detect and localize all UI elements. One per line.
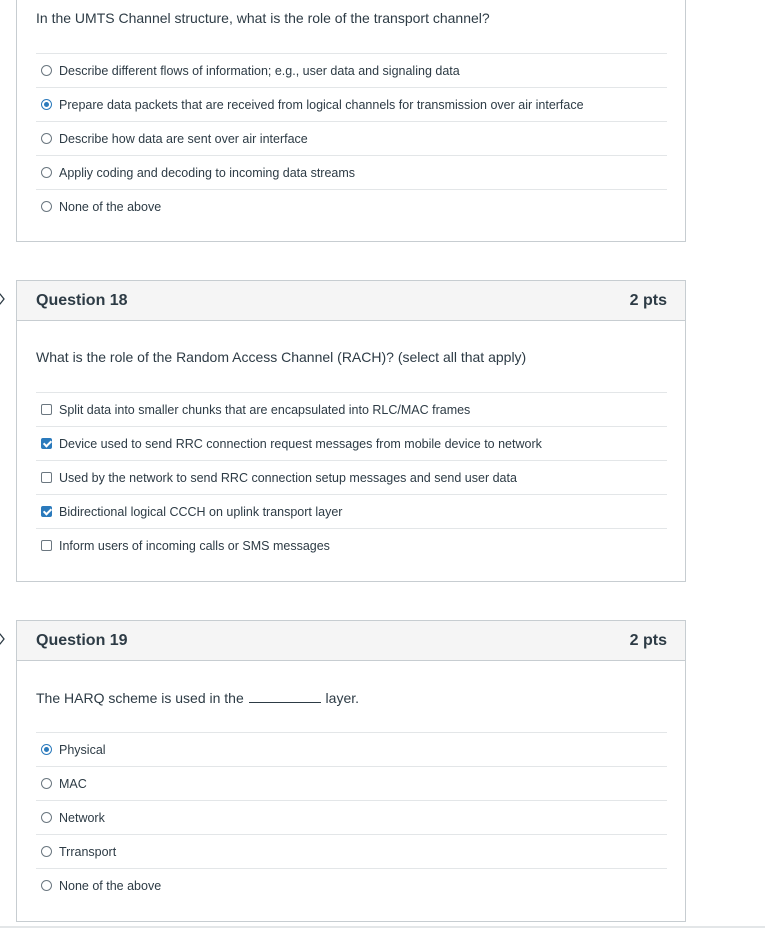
answer-option[interactable]	[36, 53, 667, 87]
answer-label: None of the above	[59, 199, 162, 214]
question-prompt: In the UMTS Channel structure, what is the role of the transport channel?	[36, 10, 490, 26]
answer-list	[36, 53, 667, 223]
answer-option[interactable]	[36, 87, 667, 121]
radio-button[interactable]	[41, 167, 52, 178]
answer-label: None of the above	[59, 878, 162, 893]
answer-list	[36, 732, 667, 902]
answer-label: Prepare data packets that are received from logical channels for transmission over air interface	[59, 97, 584, 112]
answer-label: Describe how data are sent over air interface	[59, 131, 308, 146]
answer-option[interactable]	[36, 766, 667, 800]
radio-button[interactable]	[41, 846, 52, 857]
radio-button[interactable]	[41, 133, 52, 144]
answer-option[interactable]	[36, 392, 667, 426]
answer-option[interactable]	[36, 834, 667, 868]
question-19-card	[16, 620, 686, 922]
prompt-text-after: layer.	[325, 690, 360, 706]
answer-option[interactable]	[36, 121, 667, 155]
answer-label: MAC	[59, 776, 87, 791]
radio-button-selected[interactable]	[41, 744, 52, 755]
radio-button[interactable]	[41, 812, 52, 823]
answer-option[interactable]	[36, 155, 667, 189]
radio-button[interactable]	[41, 778, 52, 789]
checkbox[interactable]	[41, 404, 52, 415]
radio-button[interactable]	[41, 201, 52, 212]
question-prompt: What is the role of the Random Access Channel (RACH)? (select all that apply)	[36, 349, 527, 365]
answer-option[interactable]	[36, 868, 667, 902]
answer-option[interactable]	[36, 460, 667, 494]
answer-label: Split data into smaller chunks that are encapsulated into RLC/MAC frames	[59, 402, 471, 417]
answer-label: Device used to send RRC connection request messages from mobile device to network	[59, 436, 542, 451]
question-header	[17, 621, 685, 661]
checkbox[interactable]	[41, 472, 52, 483]
checkbox-checked[interactable]	[41, 438, 52, 449]
answer-option[interactable]	[36, 189, 667, 223]
answer-label: Appliy coding and decoding to incoming data streams	[59, 165, 356, 180]
question-title: Question 18	[36, 291, 128, 309]
answer-label: Describe different flows of information; e.g., user data and signaling data	[59, 63, 460, 78]
answer-label: Used by the network to send RRC connection setup messages and send user data	[59, 470, 517, 485]
question-17-card	[16, 0, 686, 242]
answer-label: Bidirectional logical CCCH on uplink transport layer	[59, 504, 343, 519]
answer-option[interactable]	[36, 800, 667, 834]
fill-in-blank	[249, 702, 321, 703]
question-18-card	[16, 280, 686, 582]
question-title: Question 19	[36, 631, 128, 649]
prompt-text-before: The HARQ scheme is used in the	[36, 690, 244, 706]
radio-button-selected[interactable]	[41, 99, 52, 110]
question-points: 2 pts	[629, 291, 667, 309]
answer-list	[36, 392, 667, 562]
question-prompt	[17, 661, 685, 732]
answer-option[interactable]	[36, 528, 667, 562]
question-points: 2 pts	[629, 631, 667, 649]
checkbox[interactable]	[41, 540, 52, 551]
answer-option[interactable]	[36, 494, 667, 528]
radio-button[interactable]	[41, 880, 52, 891]
flag-question-icon[interactable]	[0, 293, 6, 305]
answer-label: Inform users of incoming calls or SMS messages	[59, 538, 330, 553]
answer-option[interactable]	[36, 426, 667, 460]
answer-label: Trransport	[59, 844, 117, 859]
radio-button[interactable]	[41, 65, 52, 76]
answer-option[interactable]	[36, 732, 667, 766]
answer-label: Physical	[59, 742, 106, 757]
question-header	[17, 281, 685, 321]
answer-label: Network	[59, 810, 105, 825]
flag-question-icon[interactable]	[0, 633, 6, 645]
checkbox-checked[interactable]	[41, 506, 52, 517]
